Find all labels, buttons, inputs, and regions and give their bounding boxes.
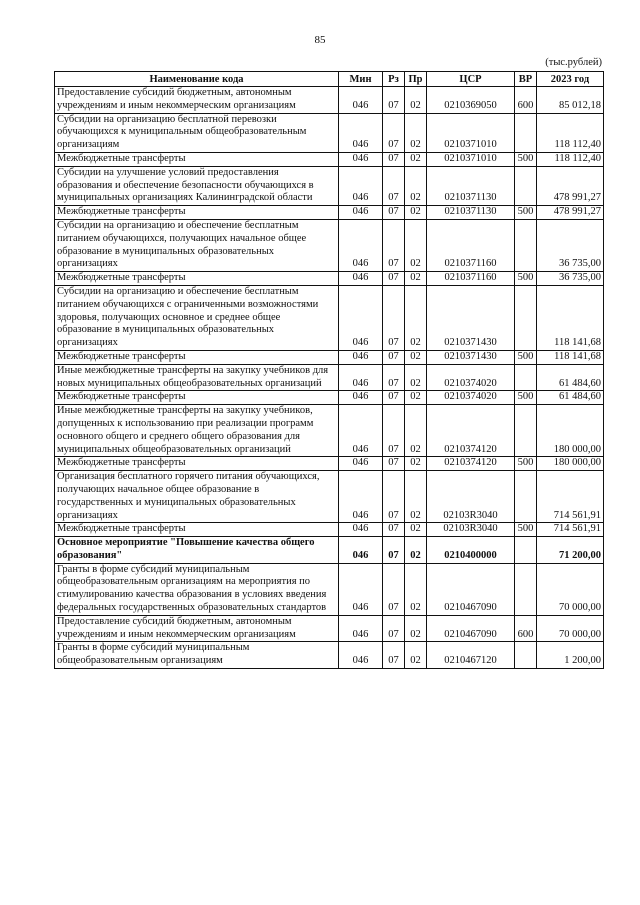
table-row [55, 113, 604, 152]
cell-name: Межбюджетные трансферты [55, 350, 339, 364]
cell-vr: 500 [515, 206, 537, 220]
cell-amount: 714 561,91 [537, 523, 604, 537]
cell-min: 046 [339, 350, 383, 364]
cell-csr: 0210374020 [427, 364, 515, 391]
cell-pr: 02 [405, 391, 427, 405]
cell-min: 046 [339, 457, 383, 471]
cell-amount: 36 735,00 [537, 272, 604, 286]
cell-vr [515, 285, 537, 350]
cell-pr: 02 [405, 272, 427, 286]
cell-pr: 02 [405, 457, 427, 471]
cell-vr [515, 364, 537, 391]
cell-csr: 0210371430 [427, 350, 515, 364]
cell-rz: 07 [383, 615, 405, 642]
cell-csr: 0210467090 [427, 563, 515, 615]
cell-min: 046 [339, 219, 383, 271]
cell-vr: 500 [515, 350, 537, 364]
cell-csr: 0210374120 [427, 405, 515, 457]
cell-pr: 02 [405, 642, 427, 669]
cell-pr: 02 [405, 219, 427, 271]
cell-csr: 0210371010 [427, 152, 515, 166]
cell-pr: 02 [405, 350, 427, 364]
cell-name: Иные межбюджетные трансферты на закупку учебников, допущенных к использованию при реализации программ основного общего и среднего общего образования для муниципальных общеобразовательных организаций [55, 405, 339, 457]
cell-csr: 02103R3040 [427, 523, 515, 537]
cell-vr: 500 [515, 152, 537, 166]
cell-name: Межбюджетные трансферты [55, 457, 339, 471]
cell-vr: 500 [515, 391, 537, 405]
cell-vr: 500 [515, 457, 537, 471]
page-number: 85 [314, 34, 326, 46]
cell-pr: 02 [405, 206, 427, 220]
cell-amount: 118 141,68 [537, 350, 604, 364]
cell-rz: 07 [383, 523, 405, 537]
budget-table [54, 71, 604, 669]
cell-amount: 1 200,00 [537, 642, 604, 669]
cell-amount: 478 991,27 [537, 166, 604, 205]
cell-name: Организация бесплатного горячего питания обучающихся, получающих начальное общее образование в государственных и муниципальных образовательных организациях [55, 471, 339, 523]
cell-rz: 07 [383, 471, 405, 523]
cell-vr: 600 [515, 87, 537, 114]
table-row [55, 405, 604, 457]
cell-min: 046 [339, 523, 383, 537]
header-vr: ВР [515, 72, 537, 87]
cell-rz: 07 [383, 563, 405, 615]
cell-pr: 02 [405, 152, 427, 166]
table-row [55, 364, 604, 391]
cell-min: 046 [339, 87, 383, 114]
cell-amount: 36 735,00 [537, 219, 604, 271]
cell-pr: 02 [405, 523, 427, 537]
cell-rz: 07 [383, 391, 405, 405]
cell-amount: 118 112,40 [537, 113, 604, 152]
cell-rz: 07 [383, 166, 405, 205]
cell-csr: 0210374120 [427, 457, 515, 471]
cell-vr: 500 [515, 523, 537, 537]
cell-min: 046 [339, 364, 383, 391]
table-row [55, 219, 604, 271]
cell-name: Субсидии на организацию и обеспечение бесплатным питанием обучающихся с ограниченными возможностями здоровья, получающих основное и среднее общее образование в муниципальных образовательных организациях [55, 285, 339, 350]
cell-csr: 0210400000 [427, 537, 515, 564]
cell-amount: 61 484,60 [537, 364, 604, 391]
table-row [55, 391, 604, 405]
header-rz: Рз [383, 72, 405, 87]
table-row [55, 285, 604, 350]
cell-amount: 61 484,60 [537, 391, 604, 405]
cell-amount: 180 000,00 [537, 457, 604, 471]
cell-rz: 07 [383, 405, 405, 457]
cell-name: Межбюджетные трансферты [55, 152, 339, 166]
cell-amount: 70 000,00 [537, 563, 604, 615]
cell-min: 046 [339, 166, 383, 205]
cell-name: Предоставление субсидий бюджетным, автономным учреждениям и иным некоммерческим организациям [55, 87, 339, 114]
cell-csr: 0210369050 [427, 87, 515, 114]
cell-min: 046 [339, 391, 383, 405]
cell-amount: 118 112,40 [537, 152, 604, 166]
cell-amount: 478 991,27 [537, 206, 604, 220]
cell-csr: 0210371130 [427, 166, 515, 205]
cell-csr: 0210371430 [427, 285, 515, 350]
cell-min: 046 [339, 113, 383, 152]
table-row [55, 642, 604, 669]
table-row [55, 457, 604, 471]
cell-csr: 0210371010 [427, 113, 515, 152]
cell-min: 046 [339, 206, 383, 220]
cell-vr [515, 471, 537, 523]
cell-pr: 02 [405, 615, 427, 642]
cell-pr: 02 [405, 405, 427, 457]
cell-name: Гранты в форме субсидий муниципальным общеобразовательным организациям на мероприятия по стимулированию качества образования в условиях введения федеральных государственных образовательных стандартов [55, 563, 339, 615]
cell-amount: 118 141,68 [537, 285, 604, 350]
cell-vr [515, 537, 537, 564]
cell-min: 046 [339, 615, 383, 642]
cell-vr [515, 166, 537, 205]
cell-rz: 07 [383, 537, 405, 564]
cell-amount: 71 200,00 [537, 537, 604, 564]
table-row [55, 537, 604, 564]
table-row [55, 166, 604, 205]
cell-vr: 600 [515, 615, 537, 642]
table-row [55, 152, 604, 166]
header-name: Наименование кода [55, 72, 339, 87]
table-row [55, 272, 604, 286]
cell-min: 046 [339, 537, 383, 564]
cell-rz: 07 [383, 206, 405, 220]
cell-csr: 0210374020 [427, 391, 515, 405]
cell-csr: 0210371160 [427, 219, 515, 271]
cell-name: Предоставление субсидий бюджетным, автономным учреждениям и иным некоммерческим организациям [55, 615, 339, 642]
cell-name: Иные межбюджетные трансферты на закупку учебников для новых муниципальных общеобразовательных организаций [55, 364, 339, 391]
cell-amount: 180 000,00 [537, 405, 604, 457]
cell-min: 046 [339, 471, 383, 523]
cell-min: 046 [339, 405, 383, 457]
cell-name: Основное мероприятие "Повышение качества общего образования" [55, 537, 339, 564]
units-label: (тыс.рублей) [545, 57, 602, 68]
table-row [55, 206, 604, 220]
table-row [55, 350, 604, 364]
table-row [55, 87, 604, 114]
table-row [55, 615, 604, 642]
cell-name: Гранты в форме субсидий муниципальным общеобразовательным организациям [55, 642, 339, 669]
cell-min: 046 [339, 272, 383, 286]
cell-rz: 07 [383, 272, 405, 286]
cell-rz: 07 [383, 364, 405, 391]
cell-rz: 07 [383, 219, 405, 271]
cell-name: Межбюджетные трансферты [55, 272, 339, 286]
cell-vr [515, 642, 537, 669]
cell-pr: 02 [405, 471, 427, 523]
cell-min: 046 [339, 563, 383, 615]
cell-rz: 07 [383, 87, 405, 114]
table-row [55, 563, 604, 615]
cell-name: Межбюджетные трансферты [55, 206, 339, 220]
cell-name: Субсидии на улучшение условий предоставления образования и обеспечение безопасности обучающихся в муниципальных организациях Калининградской области [55, 166, 339, 205]
cell-amount: 714 561,91 [537, 471, 604, 523]
cell-csr: 02103R3040 [427, 471, 515, 523]
cell-pr: 02 [405, 364, 427, 391]
header-pr: Пр [405, 72, 427, 87]
cell-csr: 0210467120 [427, 642, 515, 669]
cell-rz: 07 [383, 350, 405, 364]
cell-vr: 500 [515, 272, 537, 286]
table-header-row [55, 72, 604, 87]
cell-name: Субсидии на организацию бесплатной перевозки обучающихся к муниципальным общеобразовательным организациям [55, 113, 339, 152]
cell-pr: 02 [405, 87, 427, 114]
header-year: 2023 год [537, 72, 604, 87]
cell-csr: 0210371130 [427, 206, 515, 220]
cell-amount: 70 000,00 [537, 615, 604, 642]
cell-vr [515, 405, 537, 457]
cell-csr: 0210467090 [427, 615, 515, 642]
cell-pr: 02 [405, 563, 427, 615]
cell-rz: 07 [383, 152, 405, 166]
cell-min: 046 [339, 285, 383, 350]
table-row [55, 523, 604, 537]
cell-name: Субсидии на организацию и обеспечение бесплатным питанием обучающихся, получающих начальное общее образование в муниципальных образовательных организациях [55, 219, 339, 271]
cell-pr: 02 [405, 537, 427, 564]
cell-name: Межбюджетные трансферты [55, 523, 339, 537]
cell-rz: 07 [383, 285, 405, 350]
cell-pr: 02 [405, 285, 427, 350]
cell-rz: 07 [383, 457, 405, 471]
cell-vr [515, 563, 537, 615]
cell-min: 046 [339, 642, 383, 669]
cell-name: Межбюджетные трансферты [55, 391, 339, 405]
header-min: Мин [339, 72, 383, 87]
header-csr: ЦСР [427, 72, 515, 87]
table-row [55, 471, 604, 523]
cell-pr: 02 [405, 113, 427, 152]
cell-vr [515, 219, 537, 271]
cell-csr: 0210371160 [427, 272, 515, 286]
cell-amount: 85 012,18 [537, 87, 604, 114]
cell-rz: 07 [383, 642, 405, 669]
cell-vr [515, 113, 537, 152]
cell-min: 046 [339, 152, 383, 166]
cell-rz: 07 [383, 113, 405, 152]
cell-pr: 02 [405, 166, 427, 205]
